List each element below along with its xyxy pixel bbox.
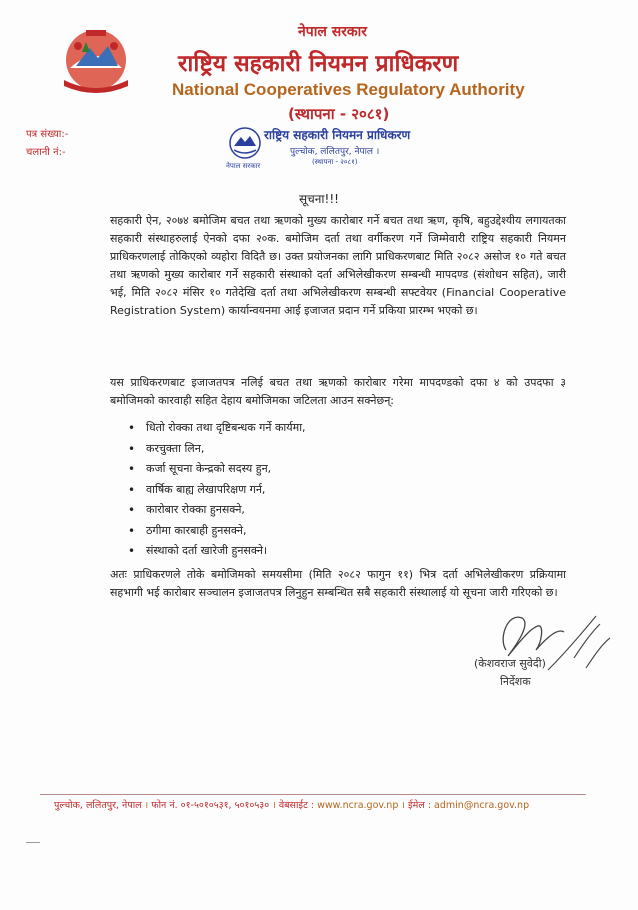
signatory-name: (केशवराज सुवेदी) [474,657,546,670]
stamp-established: (स्थापना - २०८१) [312,158,358,166]
footer-email-label: ईमेल [408,800,425,811]
footer-email-link[interactable]: admin@ncra.gov.np [434,800,530,811]
notice-title: सूचना!!! [299,192,339,206]
punch-mark [26,842,40,843]
footer-divider [40,794,586,795]
stamp-government: नेपाल सरकार [226,162,261,170]
footer-phone: फोन नं. ०१-५०१०५३१, ५०१०५३० [151,800,270,811]
footer-website-link[interactable]: www.ncra.gov.np [317,800,399,811]
office-stamp [224,124,414,174]
list-item: • धितो रोक्का तथा दृष्टिबन्धक गर्ने कार्यमा, [128,418,306,439]
list-item: • करचुक्ता लिन, [128,439,306,460]
stamp-title: राष्ट्रिय सहकारी नियमन प्राधिकरण [264,128,411,142]
org-name-nepali: राष्ट्रिय सहकारी नियमन प्राधिकरण [178,51,459,77]
establishment-year: (स्थापना - २०८१) [288,105,390,123]
notice-paragraph-2: यस प्राधिकरणबाट इजाजतपत्र नलिई बचत तथा ऋणको कारोबार गरेमा मापदण्डको दफा ४ को उपदफा ३ बमोजिमको कारवाही सहित देहाय बमोजिमका जटिलता आउन सक्नेछन्: [110,376,566,407]
footer-website-label: वेबसाईट [278,800,308,811]
list-item: • ठगीमा कारबाही हुनसक्ने, [128,521,306,542]
footer-address: पुल्चोक, ललितपुर, नेपाल [54,800,142,811]
signatory-title: निर्देशक [500,675,531,688]
government-name: नेपाल सरकार [298,24,368,40]
list-item: • वार्षिक बाह्य लेखापरिक्षण गर्न, [128,480,306,501]
list-item: • कारोबार रोक्का हुनसक्ने, [128,500,306,521]
stamp-seal-icon [228,126,262,160]
notice-paragraph-1: सहकारी ऐन, २०७४ बमोजिम बचत तथा ऋणको मुख्य कारोबार गर्ने बचत तथा ऋण, कृषि, बहुउद्देश्यीय लगायतका सहकारी संस्थाहरुलाई ऐनको दफा २०क. बमोजिम दर्ता तथा वर्गीकरण गर्ने जिम्मेवारी राष्ट्रिय सहकारी नियमन प्राधिकरणलाई तोकिएको व्यहोरा विदितै छ। उक्त प्रयोजनका लागि प्राधिकरणबाट मिति २०८२ असोज १० गते बचत तथा ऋणको मुख्य कारोबार गर्ने सहकारी संस्थाको दर्ता अभिलेखीकरण सम्बन्धी मापदण्ड (संशोधन सहित), जारी भई, मिति २०८२ मंसिर १० गतेदेखि दर्ता तथा अभिलेखीकरण सम्बन्धी सफ्टवेयर (Financial Cooperative Registration System) कार्यान्वयनमा आई इजाजत प्रदान गर्ने प्रकिया प्रारम्भ भएको छ। [110,214,566,317]
list-item: • संस्थाको दर्ता खारेजी हुनसक्ने। [128,541,306,562]
footer-contact: पुल्चोक, ललितपुर, नेपाल । फोन नं. ०१-५०१०५३१, ५०१०५३० । वेबसाईट : www.ncra.gov.np । ईमेल : admin@ncra.gov.np [54,800,530,811]
nepal-emblem-icon [56,22,136,94]
list-item: • कर्जा सूचना केन्द्रको सदस्य हुन, [128,459,306,480]
consequences-list [128,418,306,562]
stamp-address: पुल्चोक, ललितपुर, नेपाल । [290,147,380,157]
handwritten-signature-icon [478,598,618,688]
dispatch-number-label: चलानी नं:- [26,147,66,158]
letter-number-label: पत्र संख्या:- [26,129,69,140]
notice-paragraph-3: अतः प्राधिकरणले तोके बमोजिमको समयसीमा (मिति २०८२ फागुन ११) भित्र दर्ता अभिलेखीकरण प्रक्रियामा सहभागी भई कारोबार सञ्चालन इजाजतपत्र लिनुहुन सम्बन्धित सबै सहकारी संस्थालाई यो सूचना जारी गरिएको छ। [110,568,566,599]
org-name-english: National Cooperatives Regulatory Authority [172,80,525,99]
